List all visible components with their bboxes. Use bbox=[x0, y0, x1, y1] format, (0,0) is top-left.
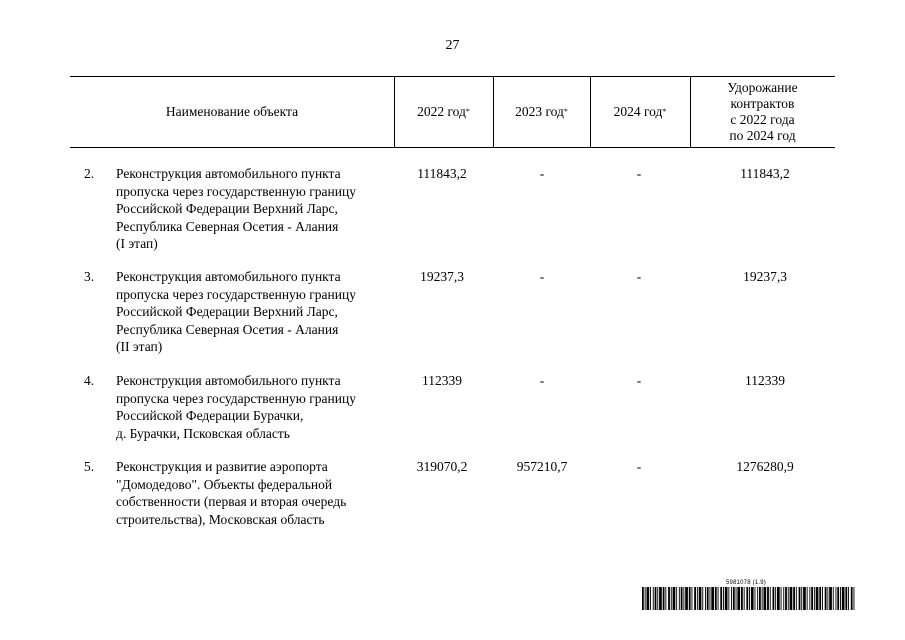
value-2022: 111843,2 bbox=[417, 166, 467, 181]
header-2022-label: 2022 год bbox=[417, 104, 466, 119]
value-2024: - bbox=[636, 269, 642, 284]
barcode-bar bbox=[655, 587, 657, 610]
value-2023: - bbox=[539, 373, 545, 388]
value-2022: 19237,3 bbox=[420, 269, 464, 284]
barcode-bar bbox=[822, 587, 823, 610]
object-name: Реконструкция и развитие аэропорта "Домодедово". Объекты федеральной собственности (первая и вторая очередь строительства), Московская область bbox=[116, 459, 347, 527]
barcode-bar bbox=[645, 587, 646, 610]
barcode-bar bbox=[833, 587, 834, 610]
barcode-bar bbox=[659, 587, 662, 610]
barcode-image bbox=[642, 587, 855, 610]
barcode-bar bbox=[809, 587, 810, 610]
barcode-bar bbox=[681, 587, 683, 610]
value-increase: 111843,2 bbox=[740, 166, 790, 181]
barcode-bar bbox=[642, 587, 644, 610]
barcode-bar bbox=[679, 587, 680, 610]
value-2023: 957210,7 bbox=[516, 459, 568, 474]
barcode-bar bbox=[685, 587, 688, 610]
table-header bbox=[70, 76, 835, 148]
barcode-bar bbox=[746, 587, 748, 610]
barcode-bar bbox=[837, 587, 839, 610]
object-name: Реконструкция автомобильного пункта пропуска через государственную границу Российской Федерации Бурачки, д. Бурачки, Псковская область bbox=[116, 373, 356, 441]
barcode-bar bbox=[777, 587, 780, 610]
barcode-bar bbox=[770, 587, 771, 610]
barcode-bar bbox=[783, 587, 784, 610]
barcode-bar bbox=[796, 587, 797, 610]
value-2024: - bbox=[636, 459, 642, 474]
barcode-bar bbox=[665, 587, 666, 610]
header-2022: 2022 год * bbox=[417, 104, 470, 119]
barcode-bar bbox=[755, 587, 756, 610]
barcode-bar bbox=[825, 587, 827, 610]
barcode-bar bbox=[676, 587, 677, 610]
barcode-bar bbox=[668, 587, 670, 610]
barcode-bar bbox=[764, 587, 767, 610]
barcode-bar bbox=[699, 587, 702, 610]
barcode-bar bbox=[790, 587, 793, 610]
barcode-bar bbox=[705, 587, 706, 610]
barcode-bar bbox=[842, 587, 845, 610]
value-2024: - bbox=[636, 373, 642, 388]
barcode-bar bbox=[757, 587, 758, 610]
barcode-bar bbox=[737, 587, 740, 610]
barcode-bar bbox=[736, 587, 737, 610]
barcode-bar bbox=[728, 587, 729, 610]
barcode-bar bbox=[751, 587, 754, 610]
barcode-bar bbox=[749, 587, 750, 610]
page-number: 27 bbox=[445, 38, 460, 53]
header-2023-label: 2023 год bbox=[515, 104, 564, 119]
barcode-bar bbox=[829, 587, 832, 610]
barcode-bar bbox=[657, 587, 658, 610]
barcode-bar bbox=[819, 587, 821, 610]
row-number: 5. bbox=[84, 459, 95, 474]
value-2023: - bbox=[539, 166, 545, 181]
barcode-bar bbox=[799, 587, 801, 610]
barcode-bar bbox=[785, 587, 787, 610]
barcode-bar bbox=[762, 587, 763, 610]
header-name-label: Наименование объекта bbox=[165, 104, 299, 119]
barcode-bar bbox=[711, 587, 714, 610]
row-number: 3. bbox=[84, 269, 95, 284]
barcode-bar bbox=[759, 587, 761, 610]
header-2024-label: 2024 год bbox=[613, 104, 663, 119]
value-2024: - bbox=[636, 166, 642, 181]
value-2022: 112339 bbox=[422, 373, 462, 388]
barcode-bar bbox=[697, 587, 698, 610]
object-name: Реконструкция автомобильного пункта пропуска через государственную границу Российской Федерации Верхний Ларс, Республика Северная Осетия - Алания (II этап) bbox=[116, 269, 356, 354]
object-name: Реконструкция автомобильного пункта пропуска через государственную границу Российской Федерации Верхний Ларс, Республика Северная Осетия - Алания (I этап) bbox=[116, 166, 356, 251]
barcode-bar bbox=[653, 587, 654, 610]
barcode-bar bbox=[814, 587, 815, 610]
header-name bbox=[70, 77, 394, 147]
barcode-bar bbox=[775, 587, 776, 610]
row-number: 4. bbox=[84, 373, 95, 388]
header-2023: 2023 год * bbox=[515, 104, 568, 119]
barcode-bar bbox=[848, 587, 849, 610]
value-2023: - bbox=[539, 269, 545, 284]
header-increase: Удорожание контрактов с 2022 года по 2024 год bbox=[727, 80, 798, 143]
barcode-bar bbox=[801, 587, 802, 610]
value-increase: 1276280,9 bbox=[736, 459, 794, 474]
barcode-bar bbox=[718, 587, 719, 610]
barcode-caption: 5981078 (1.9) bbox=[726, 580, 766, 586]
barcode-bar bbox=[725, 587, 728, 610]
value-increase: 19237,3 bbox=[743, 269, 787, 284]
barcode-bar bbox=[741, 587, 743, 610]
barcode-bar bbox=[694, 587, 696, 610]
barcode-bar bbox=[663, 587, 665, 610]
barcode-bar bbox=[811, 587, 813, 610]
header-2024: 2024 год * bbox=[613, 104, 667, 119]
barcode-bar bbox=[673, 587, 676, 610]
barcode-bar bbox=[816, 587, 819, 610]
barcode-bar bbox=[692, 587, 693, 610]
barcode-bar bbox=[715, 587, 717, 610]
row-number: 2. bbox=[84, 166, 95, 181]
barcode-bar bbox=[851, 587, 853, 610]
barcode-bar bbox=[807, 587, 808, 610]
barcode-bar bbox=[710, 587, 711, 610]
barcode-bar bbox=[744, 587, 745, 610]
barcode-bar bbox=[836, 587, 837, 610]
barcode-bar bbox=[647, 587, 650, 610]
value-increase: 112339 bbox=[745, 373, 785, 388]
barcode-bar bbox=[854, 587, 855, 610]
barcode-bar bbox=[793, 587, 795, 610]
barcode-bar bbox=[845, 587, 847, 610]
barcode-bar bbox=[723, 587, 724, 610]
barcode-bar bbox=[650, 587, 651, 610]
value-2022: 319070,2 bbox=[416, 459, 468, 474]
barcode-bar bbox=[788, 587, 789, 610]
barcode-bar bbox=[720, 587, 722, 610]
barcode-bar bbox=[707, 587, 709, 610]
barcode-bar bbox=[827, 587, 828, 610]
barcode-bar bbox=[773, 587, 775, 610]
budget-table bbox=[70, 76, 835, 527]
barcode-bar bbox=[702, 587, 703, 610]
barcode-bar bbox=[767, 587, 769, 610]
barcode-bar bbox=[683, 587, 684, 610]
barcode-bar bbox=[671, 587, 672, 610]
barcode-bar bbox=[689, 587, 691, 610]
barcode-bar bbox=[731, 587, 732, 610]
barcode-bar bbox=[781, 587, 782, 610]
barcode-bar bbox=[840, 587, 841, 610]
barcode-bar bbox=[733, 587, 735, 610]
barcode-bar bbox=[803, 587, 806, 610]
